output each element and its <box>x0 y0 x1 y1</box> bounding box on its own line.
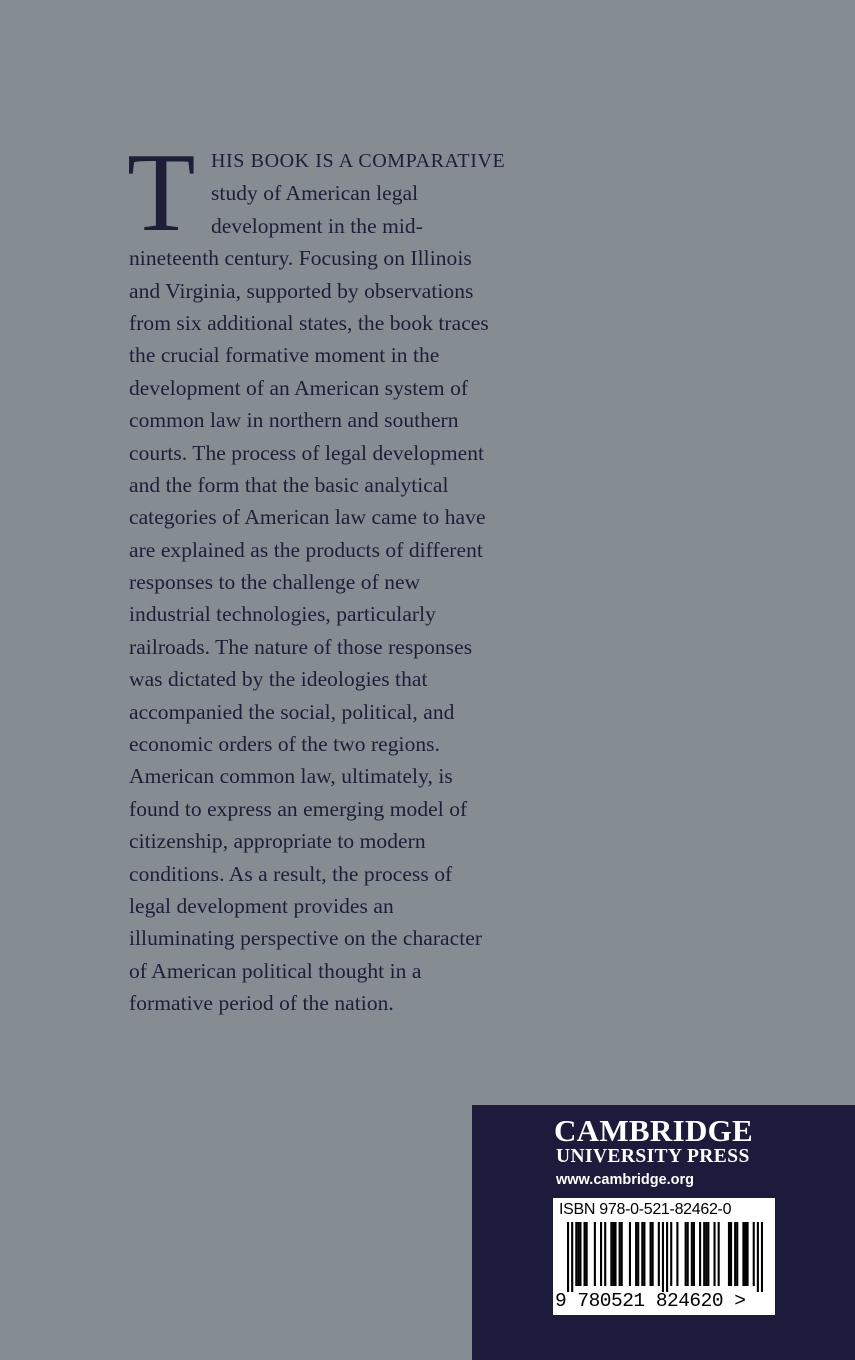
publisher-logo-subtitle: UNIVERSITY PRESS <box>556 1146 750 1167</box>
blurb-line: found to express an emerging model of <box>129 796 468 821</box>
blurb-line: study of American legal <box>211 181 419 206</box>
blurb-line: conditions. As a result, the process of <box>129 861 453 886</box>
barcode-bar <box>571 1222 573 1292</box>
barcode-bar <box>652 1222 654 1286</box>
blurb-line: courts. The process of legal development <box>129 440 485 465</box>
barcode-bar <box>584 1222 586 1286</box>
barcode-bar <box>687 1222 689 1286</box>
barcode-bar <box>567 1222 569 1292</box>
blurb-line: development of an American system of <box>129 375 469 400</box>
barcode-bar <box>650 1222 652 1286</box>
blurb-line: nineteenth century. Focusing on Illinois <box>129 246 472 271</box>
barcode-bar <box>705 1222 707 1286</box>
blurb-line: railroads. The nature of those responses <box>129 634 473 659</box>
barcode-bar <box>736 1222 738 1286</box>
barcode-bar <box>635 1222 637 1286</box>
barcode-bar <box>699 1222 701 1286</box>
barcode-bar <box>629 1222 631 1286</box>
barcode-bar <box>586 1222 588 1286</box>
barcode-bar <box>579 1222 581 1286</box>
publisher-logo-name: CAMBRIDGE <box>554 1113 754 1148</box>
barcode-bar <box>612 1222 614 1286</box>
blurb-line: accompanied the social, political, and <box>129 699 455 724</box>
barcode-bar <box>691 1222 693 1286</box>
drop-cap-letter: T <box>127 131 196 255</box>
barcode-bar <box>707 1222 709 1286</box>
barcode-bar <box>730 1222 732 1286</box>
blurb-line: categories of American law came to have <box>129 505 486 530</box>
barcode-bar <box>676 1222 678 1286</box>
barcode-bar <box>728 1222 730 1286</box>
barcode-bar <box>757 1222 759 1292</box>
blurb-line: citizenship, appropriate to modern <box>129 829 426 854</box>
blurb-line: the crucial formative moment in the <box>129 343 440 368</box>
barcode-bar <box>718 1222 720 1286</box>
barcode-bar <box>670 1222 672 1286</box>
isbn-barcode <box>553 1198 775 1315</box>
blurb-line: are explained as the products of different <box>129 537 483 562</box>
blurb-line: and Virginia, supported by observations <box>129 278 474 303</box>
barcode-bar <box>685 1222 687 1286</box>
barcode-bar <box>746 1222 748 1286</box>
blurb-line: common law in northern and southern <box>129 408 459 433</box>
barcode-bar <box>742 1222 744 1286</box>
blurb-line: of American political thought in a <box>129 958 422 983</box>
barcode-bar <box>577 1222 579 1286</box>
barcode-bars <box>567 1222 763 1292</box>
barcode-bar <box>713 1222 715 1286</box>
barcode-bar <box>604 1222 606 1286</box>
blurb-line: development in the mid- <box>211 213 423 238</box>
blurb-line: illuminating perspective on the character <box>129 926 483 951</box>
publisher-url[interactable]: www.cambridge.org <box>556 1172 695 1188</box>
blurb-line: and the form that the basic analytical <box>129 472 449 497</box>
blurb-line: was dictated by the ideologies that <box>129 667 428 692</box>
barcode-bar <box>734 1222 736 1286</box>
barcode-bar <box>619 1222 621 1286</box>
barcode-digits: 9 780521 824620 > <box>555 1290 746 1312</box>
barcode-bar <box>614 1222 616 1286</box>
barcode-bar <box>637 1222 639 1286</box>
barcode-bar <box>666 1222 668 1292</box>
barcode-bar <box>703 1222 705 1286</box>
barcode-bar <box>658 1222 660 1286</box>
barcode-bar <box>594 1222 596 1286</box>
barcode-bar <box>610 1222 612 1286</box>
blurb-line: American common law, ultimately, is <box>129 764 453 789</box>
barcode-bar <box>643 1222 645 1286</box>
barcode-bar <box>753 1222 755 1286</box>
barcode-bar <box>600 1222 602 1286</box>
barcode-bar <box>662 1222 664 1292</box>
publisher-panel <box>472 1105 855 1360</box>
blurb-line: responses to the challenge of new <box>129 570 421 595</box>
barcode-bar <box>641 1222 643 1286</box>
blurb-line: economic orders of the two regions. <box>129 732 441 757</box>
barcode-bar <box>575 1222 577 1286</box>
blurb-line: legal development provides an <box>129 893 394 918</box>
barcode-bar <box>693 1222 695 1286</box>
barcode-bar <box>761 1222 763 1292</box>
blurb-line: industrial technologies, particularly <box>129 602 436 627</box>
blurb-line: formative period of the nation. <box>129 991 394 1016</box>
barcode-bar <box>744 1222 746 1286</box>
barcode-bar <box>621 1222 623 1286</box>
back-cover-blurb <box>127 131 529 1020</box>
isbn-label: ISBN 978-0-521-82462-0 <box>559 1201 732 1218</box>
blurb-line: from six additional states, the book traces <box>129 310 489 335</box>
blurb-line: HIS BOOK IS A COMPARATIVE <box>211 150 506 172</box>
